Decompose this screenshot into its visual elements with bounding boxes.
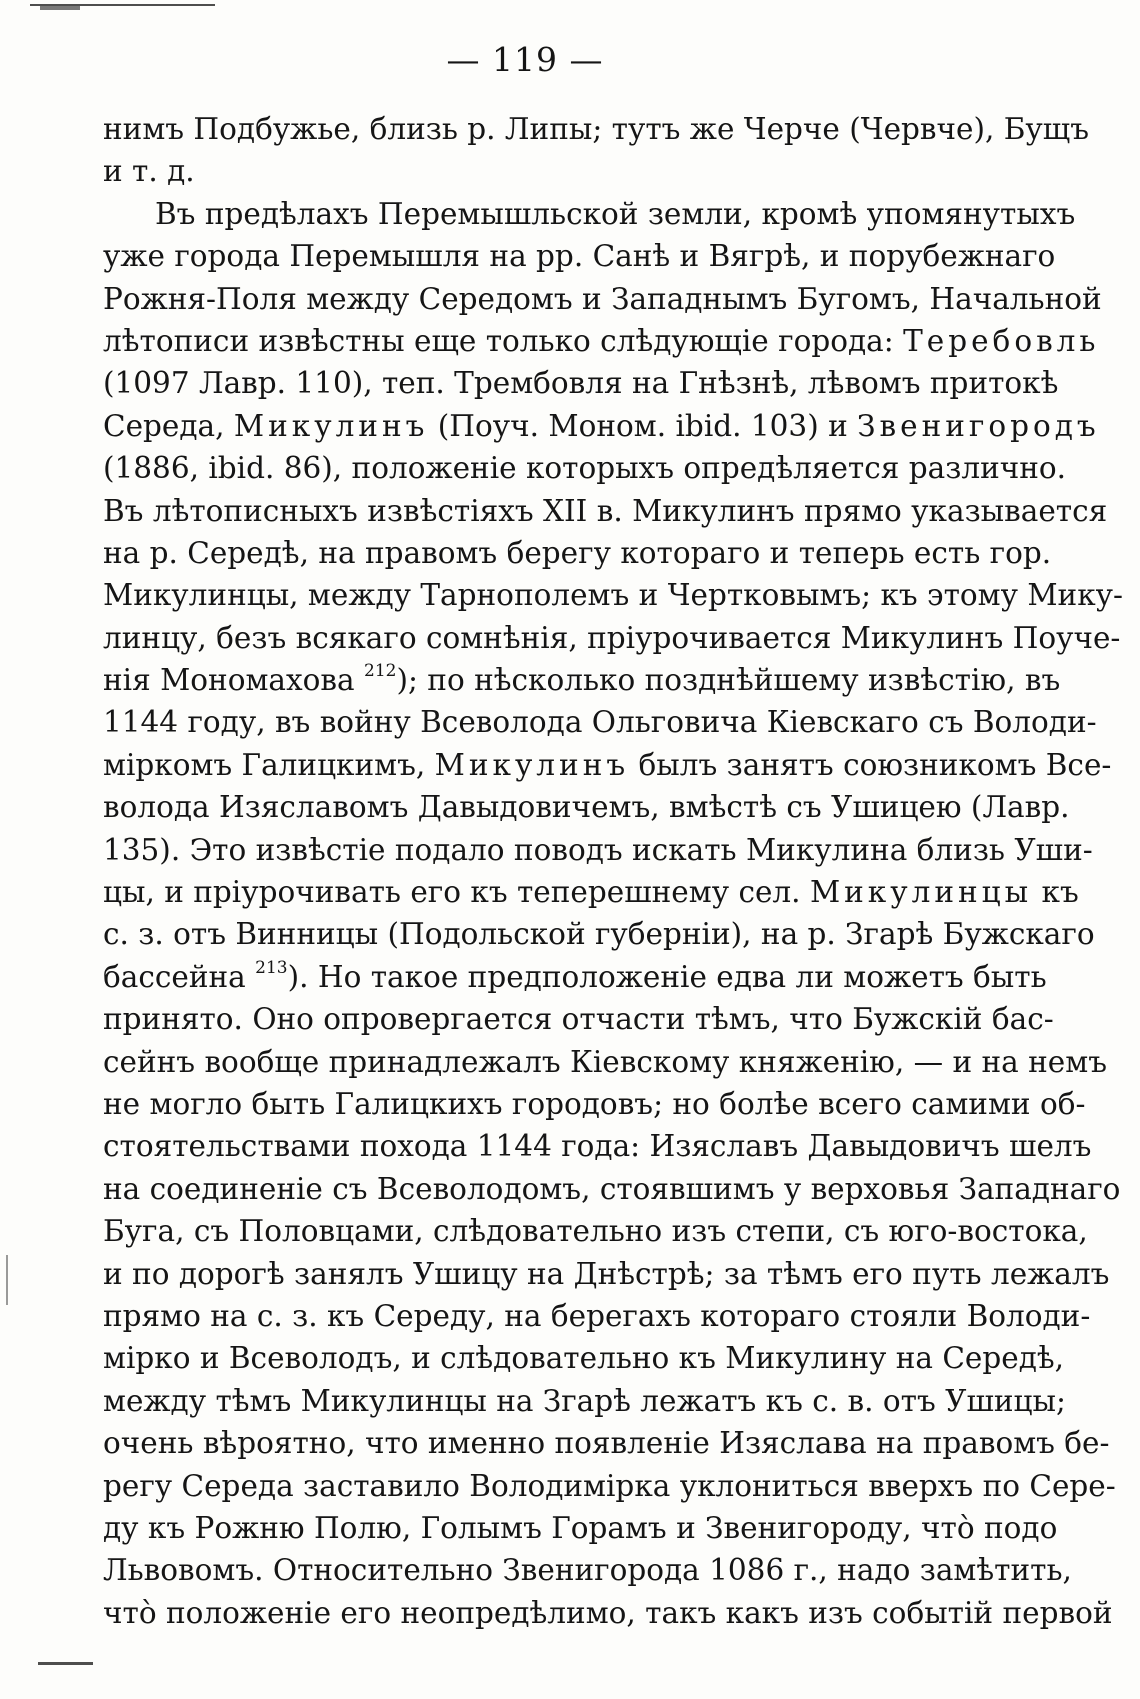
- text-line: 1144 году, въ войну Всеволода Ольговича Кіевскаго съ Володи-: [103, 705, 1097, 740]
- text-line: уже города Перемышля на рр. Санѣ и Вягрѣ, и порубежнаго: [103, 239, 1056, 274]
- text-segment: лѣтописи извѣстны еще только слѣдующіе города:: [103, 323, 894, 358]
- text-segment: нія Мономахова: [103, 663, 355, 698]
- text-line: волода Изяславомъ Давыдовичемъ, вмѣстѣ съ Ушицею (Лавр.: [103, 790, 1070, 825]
- footnote-ref: 213: [255, 957, 288, 978]
- text-line: (1886, ibid. 86), положеніе которыхъ опредѣляется различно.: [103, 451, 1067, 486]
- text-line: [103, 744, 1112, 786]
- spaced-name: Микулинцы: [809, 875, 1033, 910]
- scan-artifact-top-smudge: [40, 6, 80, 10]
- spaced-name: Звенигородъ: [857, 408, 1100, 443]
- text-line: линцу, безъ всякаго сомнѣнія, пріурочивается Микулинъ Поуче-: [103, 620, 1121, 655]
- text-line: (1097 Лавр. 110), теп. Трембовля на Гнѣзнѣ, лѣвомъ притокѣ: [103, 366, 1059, 401]
- text-segment: Середа,: [103, 408, 225, 443]
- text-line: [103, 405, 1100, 447]
- text-segment: міркомъ Галицкимъ,: [103, 747, 426, 782]
- text-segment: (Поуч. Моном. ibid. 103) и: [437, 408, 848, 443]
- text-line: что̀ положеніе его неопредѣлимо, такъ какъ изъ событій первой: [103, 1595, 1113, 1630]
- text-line: между тѣмъ Микулинцы на Згарѣ лежатъ къ с. в. отъ Ушицы;: [103, 1383, 1066, 1418]
- text-line: [103, 320, 1100, 362]
- text-line: 135). Это извѣстіе подало поводъ искать Микулина близь Уши-: [103, 832, 1093, 867]
- text-segment: цы, и пріурочивать его къ теперешнему сел.: [103, 875, 801, 910]
- text-segment: къ: [1041, 875, 1079, 910]
- spaced-name: Микулинъ: [434, 747, 630, 782]
- text-line: Въ предѣлахъ Перемышльской земли, кромѣ упомянутыхъ: [155, 196, 1076, 231]
- text-line: на соединеніе съ Всеволодомъ, стоявшимъ у верховья Западнаго: [103, 1171, 1121, 1206]
- text-line: Буга, съ Половцами, слѣдовательно изъ степи, съ юго-востока,: [103, 1214, 1088, 1249]
- text-line: принято. Оно опровергается отчасти тѣмъ, что Бужскій бас-: [103, 1002, 1054, 1037]
- text-line: Рожня-Поля между Середомъ и Западнымъ Бугомъ, Начальной: [103, 281, 1102, 316]
- text-line: [103, 871, 1079, 913]
- scan-artifact-left-rule: [6, 1255, 8, 1305]
- text-line: с. з. отъ Винницы (Подольской губерніи), на р. Згарѣ Бужскаго: [103, 917, 1095, 952]
- text-segment: бассейна: [103, 959, 246, 994]
- spaced-name: Теребовль: [903, 323, 1100, 358]
- page-number: — 119 —: [446, 40, 604, 79]
- text-line: регу Середа заставило Володимірка уклониться вверхъ по Сере-: [103, 1468, 1116, 1503]
- text-line: ду къ Рожню Полю, Голымъ Горамъ и Звенигороду, что̀ подо: [103, 1510, 1058, 1545]
- spaced-name: Микулинъ: [233, 408, 429, 443]
- text-line: [103, 659, 1061, 701]
- scan-artifact-bottom-smudge: [38, 1662, 93, 1665]
- text-line: и по дорогѣ занялъ Ушицу на Днѣстрѣ; за тѣмъ его путь лежалъ: [103, 1256, 1110, 1291]
- text-line: Микулинцы, между Тарнополемъ и Чертковымъ; къ этому Мику-: [103, 578, 1123, 613]
- text-line: и т. д.: [103, 154, 195, 189]
- text-segment: ); по нѣсколько позднѣйшему извѣстію, въ: [396, 663, 1061, 698]
- text-line: очень вѣроятно, что именно появленіе Изяслава на правомъ бе-: [103, 1426, 1110, 1461]
- text-line: стоятельствами похода 1144 года: Изяславъ Давыдовичъ шелъ: [103, 1129, 1092, 1164]
- text-line: не могло быть Галицкихъ городовъ; но болѣе всего самими об-: [103, 1086, 1086, 1121]
- text-line: мірко и Всеволодъ, и слѣдовательно къ Микулину на Середѣ,: [103, 1341, 1065, 1376]
- text-segment: ). Но такое предположеніе едва ли можетъ быть: [287, 959, 1047, 994]
- text-segment: былъ занятъ союзникомъ Все-: [638, 747, 1112, 782]
- text-line: Львовомъ. Относительно Звенигорода 1086 г., надо замѣтить,: [103, 1553, 1072, 1588]
- text-line: нимъ Подбужье, близь р. Липы; тутъ же Черче (Червче), Бущъ: [103, 112, 1089, 146]
- footnote-ref: 212: [364, 661, 397, 682]
- text-line: [103, 956, 1047, 998]
- text-line: сейнъ вообще принадлежалъ Кіевскому княженію, — и на немъ: [103, 1044, 1107, 1079]
- text-line: прямо на с. з. къ Середу, на берегахъ котораго стояли Володи-: [103, 1298, 1091, 1333]
- text-line: Въ лѣтописныхъ извѣстіяхъ XII в. Микулинъ прямо указывается: [103, 493, 1108, 528]
- text-line: на р. Середѣ, на правомъ берегу котораго и теперь есть гор.: [103, 535, 1052, 570]
- body-text: [103, 108, 1123, 1634]
